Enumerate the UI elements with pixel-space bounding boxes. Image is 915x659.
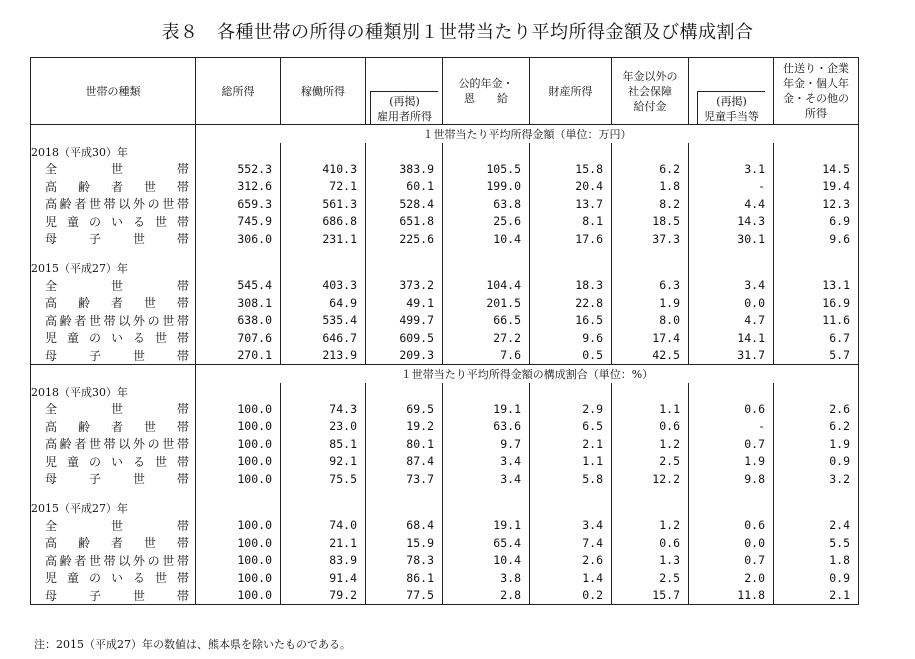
value-cell: - xyxy=(689,178,774,196)
value-cell: 37.3 xyxy=(612,230,689,248)
value-cell: 17.4 xyxy=(612,329,689,347)
value-cell: 0.9 xyxy=(774,569,859,587)
value-cell: 0.7 xyxy=(689,435,774,453)
value-cell: 545.4 xyxy=(196,277,281,295)
income-table xyxy=(30,57,859,605)
value-cell: 1.2 xyxy=(612,517,689,535)
household-type-cell: 高 齢 者 世 帯 xyxy=(31,534,196,552)
value-cell: 16.9 xyxy=(774,294,859,312)
value-cell: 100.0 xyxy=(196,569,281,587)
value-cell: 0.9 xyxy=(774,453,859,471)
value-cell: 2.5 xyxy=(612,453,689,471)
household-type-cell: 高 齢 者 世 帯 xyxy=(31,294,196,312)
value-cell: 19.4 xyxy=(774,178,859,196)
household-type-cell: 母 子 世 帯 xyxy=(31,587,196,605)
table-row xyxy=(31,277,859,295)
value-cell: 8.0 xyxy=(612,312,689,330)
value-cell: 16.5 xyxy=(530,312,612,330)
value-cell: 6.7 xyxy=(774,329,859,347)
value-cell: 312.6 xyxy=(196,178,281,196)
value-cell: 104.4 xyxy=(443,277,530,295)
value-cell: 0.6 xyxy=(612,418,689,436)
value-cell: 1.1 xyxy=(612,400,689,418)
household-type-cell: 高齢者世帯以外の世帯 xyxy=(31,435,196,453)
value-cell: 3.4 xyxy=(443,453,530,471)
value-cell: 0.5 xyxy=(530,347,612,365)
value-cell: 14.5 xyxy=(774,160,859,178)
value-cell: 659.3 xyxy=(196,195,281,213)
value-cell: 11.6 xyxy=(774,312,859,330)
value-cell: 6.5 xyxy=(530,418,612,436)
col-public-pension: 公的年金・ 恩 給 xyxy=(443,58,530,125)
value-cell: 15.9 xyxy=(366,534,443,552)
value-cell: 499.7 xyxy=(366,312,443,330)
table-row xyxy=(31,160,859,178)
value-cell: 686.8 xyxy=(281,213,366,231)
value-cell: 77.5 xyxy=(366,587,443,605)
value-cell: 3.1 xyxy=(689,160,774,178)
value-cell: 19.1 xyxy=(443,517,530,535)
value-cell: 609.5 xyxy=(366,329,443,347)
value-cell: 63.8 xyxy=(443,195,530,213)
value-cell: 15.7 xyxy=(612,587,689,605)
household-type-cell: 全 世 帯 xyxy=(31,160,196,178)
household-type-cell: 全 世 帯 xyxy=(31,277,196,295)
value-cell: 9.6 xyxy=(530,329,612,347)
value-cell: 100.0 xyxy=(196,587,281,605)
value-cell: 4.7 xyxy=(689,312,774,330)
table-row xyxy=(31,329,859,347)
value-cell: 100.0 xyxy=(196,435,281,453)
value-cell: 0.6 xyxy=(689,517,774,535)
value-cell: 100.0 xyxy=(196,453,281,471)
value-cell: 2.1 xyxy=(530,435,612,453)
value-cell: 8.2 xyxy=(612,195,689,213)
value-cell: 2.6 xyxy=(774,400,859,418)
col-employee-income: (再掲) 雇用者所得 xyxy=(366,58,443,125)
value-cell: 3.4 xyxy=(443,470,530,488)
value-cell: 2.4 xyxy=(774,517,859,535)
table-row xyxy=(31,470,859,488)
value-cell: 100.0 xyxy=(196,418,281,436)
value-cell: 65.4 xyxy=(443,534,530,552)
section-heading: １世帯当たり平均所得金額の構成割合（単位：%） xyxy=(196,365,859,384)
value-cell: 2.6 xyxy=(530,552,612,570)
col-household-type: 世帯の種類 xyxy=(31,58,196,125)
value-cell: 42.5 xyxy=(612,347,689,365)
year-row xyxy=(31,500,859,517)
value-cell: 3.4 xyxy=(689,277,774,295)
value-cell: 27.2 xyxy=(443,329,530,347)
value-cell: 1.2 xyxy=(612,435,689,453)
table-row xyxy=(31,312,859,330)
value-cell: 10.4 xyxy=(443,552,530,570)
value-cell: 74.3 xyxy=(281,400,366,418)
household-type-cell: 母 子 世 帯 xyxy=(31,230,196,248)
value-cell: 7.4 xyxy=(530,534,612,552)
value-cell: 1.3 xyxy=(612,552,689,570)
value-cell: 270.1 xyxy=(196,347,281,365)
household-type-cell: 高齢者世帯以外の世帯 xyxy=(31,552,196,570)
col-total-income: 総所得 xyxy=(196,58,281,125)
household-type-cell: 児童のいる世帯 xyxy=(31,453,196,471)
table-row xyxy=(31,400,859,418)
table-title: 表８ 各種世帯の所得の種類別１世帯当たり平均所得金額及び構成割合 xyxy=(161,22,754,43)
value-cell: 5.8 xyxy=(530,470,612,488)
value-cell: 0.7 xyxy=(689,552,774,570)
value-cell: - xyxy=(689,418,774,436)
col-social-security: 年金以外の 社会保障 給付金 xyxy=(612,58,689,125)
value-cell: 535.4 xyxy=(281,312,366,330)
table-row xyxy=(31,195,859,213)
value-cell: 2.8 xyxy=(443,587,530,605)
table-row xyxy=(31,347,859,365)
value-cell: 745.9 xyxy=(196,213,281,231)
value-cell: 75.5 xyxy=(281,470,366,488)
year-label: 2018（平成30）年 xyxy=(31,383,196,400)
value-cell: 100.0 xyxy=(196,534,281,552)
household-type-cell: 高齢者世帯以外の世帯 xyxy=(31,195,196,213)
value-cell: 11.8 xyxy=(689,587,774,605)
footnote: 注：2015（平成27）年の数値は、熊本県を除いたものである。 xyxy=(34,638,351,651)
value-cell: 6.2 xyxy=(612,160,689,178)
value-cell: 3.4 xyxy=(530,517,612,535)
value-cell: 6.9 xyxy=(774,213,859,231)
value-cell: 403.3 xyxy=(281,277,366,295)
value-cell: 14.3 xyxy=(689,213,774,231)
section-heading: １世帯当たり平均所得金額（単位：万円） xyxy=(196,125,859,144)
section-heading-row xyxy=(31,365,859,384)
value-cell: 21.1 xyxy=(281,534,366,552)
value-cell: 2.9 xyxy=(530,400,612,418)
household-type-cell: 児童のいる世帯 xyxy=(31,213,196,231)
value-cell: 78.3 xyxy=(366,552,443,570)
value-cell: 3.8 xyxy=(443,569,530,587)
value-cell: 19.1 xyxy=(443,400,530,418)
value-cell: 646.7 xyxy=(281,329,366,347)
value-cell: 13.1 xyxy=(774,277,859,295)
year-label: 2018（平成30）年 xyxy=(31,143,196,160)
value-cell: 561.3 xyxy=(281,195,366,213)
value-cell: 13.7 xyxy=(530,195,612,213)
header-row xyxy=(31,58,859,125)
value-cell: 15.8 xyxy=(530,160,612,178)
value-cell: 0.6 xyxy=(612,534,689,552)
table-row xyxy=(31,552,859,570)
value-cell: 213.9 xyxy=(281,347,366,365)
value-cell: 19.2 xyxy=(366,418,443,436)
value-cell: 9.8 xyxy=(689,470,774,488)
value-cell: 231.1 xyxy=(281,230,366,248)
table-row xyxy=(31,435,859,453)
value-cell: 100.0 xyxy=(196,470,281,488)
value-cell: 30.1 xyxy=(689,230,774,248)
year-row xyxy=(31,143,859,160)
household-type-cell: 全 世 帯 xyxy=(31,400,196,418)
value-cell: 1.9 xyxy=(689,453,774,471)
value-cell: 6.3 xyxy=(612,277,689,295)
table-row xyxy=(31,230,859,248)
value-cell: 66.5 xyxy=(443,312,530,330)
value-cell: 31.7 xyxy=(689,347,774,365)
value-cell: 25.6 xyxy=(443,213,530,231)
value-cell: 410.3 xyxy=(281,160,366,178)
value-cell: 63.6 xyxy=(443,418,530,436)
value-cell: 0.2 xyxy=(530,587,612,605)
value-cell: 308.1 xyxy=(196,294,281,312)
value-cell: 91.4 xyxy=(281,569,366,587)
col-child-allowance: (再掲) 児童手当等 xyxy=(689,58,774,125)
value-cell: 6.2 xyxy=(774,418,859,436)
value-cell: 528.4 xyxy=(366,195,443,213)
value-cell: 87.4 xyxy=(366,453,443,471)
value-cell: 201.5 xyxy=(443,294,530,312)
value-cell: 1.9 xyxy=(612,294,689,312)
table-row xyxy=(31,294,859,312)
value-cell: 74.0 xyxy=(281,517,366,535)
household-type-cell: 高 齢 者 世 帯 xyxy=(31,178,196,196)
value-cell: 79.2 xyxy=(281,587,366,605)
value-cell: 105.5 xyxy=(443,160,530,178)
household-type-cell: 高 齢 者 世 帯 xyxy=(31,418,196,436)
value-cell: 100.0 xyxy=(196,400,281,418)
household-type-cell: 児童のいる世帯 xyxy=(31,569,196,587)
value-cell: 100.0 xyxy=(196,517,281,535)
spacer-row xyxy=(31,488,859,500)
value-cell: 2.5 xyxy=(612,569,689,587)
value-cell: 17.6 xyxy=(530,230,612,248)
value-cell: 86.1 xyxy=(366,569,443,587)
household-type-cell: 母 子 世 帯 xyxy=(31,470,196,488)
value-cell: 199.0 xyxy=(443,178,530,196)
value-cell: 638.0 xyxy=(196,312,281,330)
value-cell: 0.6 xyxy=(689,400,774,418)
value-cell: 22.8 xyxy=(530,294,612,312)
table-row xyxy=(31,213,859,231)
value-cell: 5.5 xyxy=(774,534,859,552)
year-row xyxy=(31,260,859,277)
value-cell: 209.3 xyxy=(366,347,443,365)
value-cell: 92.1 xyxy=(281,453,366,471)
year-label: 2015（平成27）年 xyxy=(31,500,196,517)
household-type-cell: 母 子 世 帯 xyxy=(31,347,196,365)
value-cell: 2.1 xyxy=(774,587,859,605)
col-work-income: 稼働所得 xyxy=(281,58,366,125)
table-row xyxy=(31,517,859,535)
col-property-income: 財産所得 xyxy=(530,58,612,125)
value-cell: 306.0 xyxy=(196,230,281,248)
value-cell: 73.7 xyxy=(366,470,443,488)
value-cell: 49.1 xyxy=(366,294,443,312)
section-heading-row xyxy=(31,125,859,144)
value-cell: 8.1 xyxy=(530,213,612,231)
spacer-row xyxy=(31,248,859,260)
value-cell: 1.9 xyxy=(774,435,859,453)
value-cell: 0.0 xyxy=(689,294,774,312)
value-cell: 100.0 xyxy=(196,552,281,570)
value-cell: 651.8 xyxy=(366,213,443,231)
value-cell: 1.4 xyxy=(530,569,612,587)
value-cell: 0.0 xyxy=(689,534,774,552)
value-cell: 83.9 xyxy=(281,552,366,570)
value-cell: 225.6 xyxy=(366,230,443,248)
value-cell: 1.1 xyxy=(530,453,612,471)
household-type-cell: 児童のいる世帯 xyxy=(31,329,196,347)
value-cell: 60.1 xyxy=(366,178,443,196)
value-cell: 707.6 xyxy=(196,329,281,347)
value-cell: 10.4 xyxy=(443,230,530,248)
value-cell: 18.5 xyxy=(612,213,689,231)
household-type-cell: 高齢者世帯以外の世帯 xyxy=(31,312,196,330)
value-cell: 23.0 xyxy=(281,418,366,436)
value-cell: 9.7 xyxy=(443,435,530,453)
value-cell: 80.1 xyxy=(366,435,443,453)
col-other-income: 仕送り・企業 年金・個人年 金・その他の 所得 xyxy=(774,58,859,125)
value-cell: 64.9 xyxy=(281,294,366,312)
year-label: 2015（平成27）年 xyxy=(31,260,196,277)
value-cell: 85.1 xyxy=(281,435,366,453)
value-cell: 14.1 xyxy=(689,329,774,347)
value-cell: 18.3 xyxy=(530,277,612,295)
value-cell: 20.4 xyxy=(530,178,612,196)
value-cell: 552.3 xyxy=(196,160,281,178)
value-cell: 3.2 xyxy=(774,470,859,488)
table-row xyxy=(31,453,859,471)
table-row xyxy=(31,178,859,196)
value-cell: 4.4 xyxy=(689,195,774,213)
value-cell: 5.7 xyxy=(774,347,859,365)
value-cell: 69.5 xyxy=(366,400,443,418)
value-cell: 7.6 xyxy=(443,347,530,365)
value-cell: 72.1 xyxy=(281,178,366,196)
year-row xyxy=(31,383,859,400)
value-cell: 383.9 xyxy=(366,160,443,178)
value-cell: 12.3 xyxy=(774,195,859,213)
value-cell: 9.6 xyxy=(774,230,859,248)
table-row xyxy=(31,534,859,552)
table-row xyxy=(31,418,859,436)
value-cell: 1.8 xyxy=(774,552,859,570)
value-cell: 12.2 xyxy=(612,470,689,488)
value-cell: 2.0 xyxy=(689,569,774,587)
household-type-cell: 全 世 帯 xyxy=(31,517,196,535)
value-cell: 68.4 xyxy=(366,517,443,535)
table-row xyxy=(31,569,859,587)
value-cell: 373.2 xyxy=(366,277,443,295)
value-cell: 1.8 xyxy=(612,178,689,196)
table-row xyxy=(31,587,859,605)
